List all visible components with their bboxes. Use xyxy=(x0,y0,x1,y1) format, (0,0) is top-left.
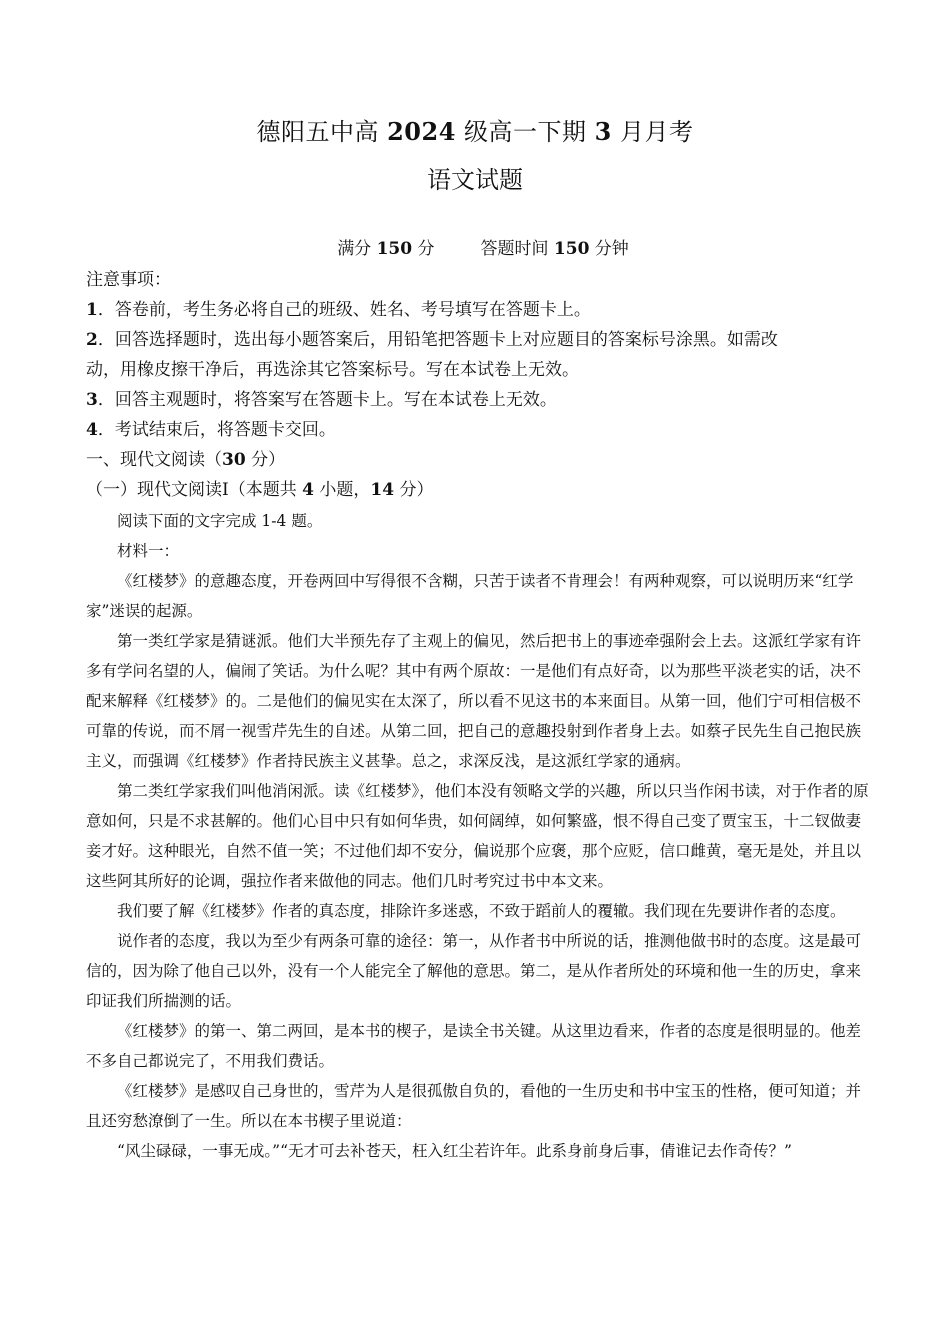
paragraph: 说作者的态度，我以为至少有两条可靠的途径：第一，从作者书中所说的话，推测他做书时的态度。这是最可信的，因为除了他自己以外，没有一个人能完全了解他的意思。第二，是从作者所处的环境和他一生的历史，拿来印证我们所揣测的话。 xyxy=(86,932,862,1010)
paragraph: 我们要了解《红楼梦》作者的真态度，排除许多迷惑，不致于蹈前人的覆辙。我们现在先要讲作者的态度。 xyxy=(117,902,846,920)
reading-instruction: 阅读下面的文字完成 1-4 题。 xyxy=(117,512,323,530)
note-item: 1．答卷前，考生务必将自己的班级、姓名、考号填写在答题卡上。 xyxy=(86,300,591,320)
note-item: 2．回答选择题时，选出每小题答案后，用铅笔把答题卡上对应题目的答案标号涂黑。如需改 xyxy=(86,330,778,350)
exam-title: 德阳五中高 2024 级高一下期 3 月月考 xyxy=(256,117,694,146)
paragraph: 第二类红学家我们叫他消闲派。读《红楼梦》，他们本没有领略文学的兴趣，所以只当作闲书读，对于作者的原意如何，只是不求甚解的。他们心目中只有如何华贵，如何阔绰，如何繁盛，恨不得自己变了贾宝玉，十二钗做妻妾才好。这种眼光，自然不值一笑；不过他们却不安分，偏说那个应褒，那个应贬，信口雌黄，毫无是处，并且以这些阿其所好的论调，强拉作者来做他的同志。他们几时考究过书中本文来。 xyxy=(86,782,869,890)
sub-one-heading: （一）现代文阅读Ⅰ（本题共 4 小题，14 分） xyxy=(86,480,434,500)
note-item: 3．回答主观题时，将答案写在答题卡上。写在本试卷上无效。 xyxy=(86,390,557,410)
part-one-heading: 一、现代文阅读（30 分） xyxy=(86,450,286,470)
paragraph: 《红楼梦》的第一、第二两回，是本书的楔子，是读全书关键。从这里边看来，作者的态度是很明显的。他差不多自己都说完了，不用我们费话。 xyxy=(86,1022,862,1070)
paragraph: 《红楼梦》的意趣态度，开卷两回中写得很不含糊，只苦于读者不肯理会！有两种观察，可以说明历来“红学家”迷误的起源。 xyxy=(86,572,854,620)
exam-subtitle: 语文试题 xyxy=(427,166,523,194)
exam-time: 答题时间 150 分钟 xyxy=(480,239,629,259)
section-headings xyxy=(86,445,876,505)
exam-meta xyxy=(0,236,950,262)
reading-material xyxy=(86,506,876,1166)
note-item: 动，用橡皮擦干净后，再选涂其它答案标号。写在本试卷上无效。 xyxy=(86,360,579,380)
notes-heading: 注意事项： xyxy=(86,270,171,290)
note-item: 4．考试结束后，将答题卡交回。 xyxy=(86,420,336,440)
material-label: 材料一： xyxy=(117,542,180,560)
paragraph: “风尘碌碌，一事无成。”“无才可去补苍天，枉入红尘若许年。此系身前身后事，倩谁记去作奇传？” xyxy=(117,1142,792,1160)
paragraph: 《红楼梦》是感叹自己身世的，雪芹为人是很孤傲自负的，看他的一生历史和书中宝玉的性格，便可知道；并且还穷愁潦倒了一生。所以在本书楔子里说道： xyxy=(86,1082,862,1130)
notes-section xyxy=(86,265,876,445)
paragraph: 第一类红学家是猜谜派。他们大半预先存了主观上的偏见，然后把书上的事迹牵强附会上去。这派红学家有许多有学问名望的人，偏闹了笑话。为什么呢？其中有两个原故：一是他们有点好奇，以为那些平淡老实的话，决不配来解释《红楼梦》的。二是他们的偏见实在太深了，所以看不见这书的本来面目。从第一回，他们宁可相信极不可靠的传说，而不屑一视雪芹先生的自述。从第二回，把自己的意趣投射到作者身上去。如蔡孑民先生自己抱民族主义，而强调《红楼梦》作者持民族主义甚挚。总之，求深反浅，是这派红学家的通病。 xyxy=(86,632,862,770)
full-score: 满分 150 分 xyxy=(337,239,435,259)
